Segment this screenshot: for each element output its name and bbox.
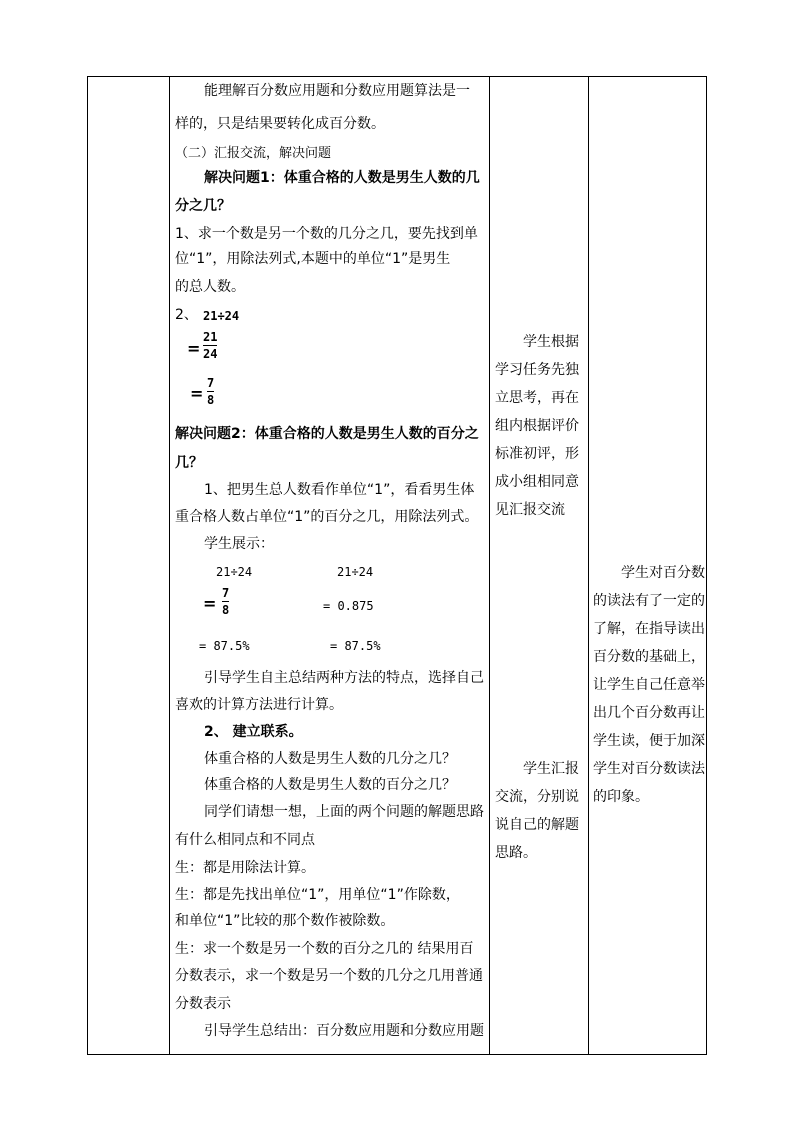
guide-text: 引导学生自主总结两种方法的特点，选择自己 — [204, 670, 484, 686]
method-text: 1、把男生总人数看作单位“1”，看看男生体 — [204, 482, 475, 498]
design-intent: 学生对百分数的读法有了一定的了解，在指导读出百分数的基础上，让学生自己任意举出几个百分数再让学生读，便于加深学生对百分数读法的印象。 — [593, 565, 705, 805]
fraction-bar — [207, 391, 214, 392]
decimal-result: = 0.875 — [323, 599, 374, 613]
fraction-bar — [203, 345, 217, 346]
problem-2-title: 解决问题2：体重合格的人数是男生人数的百分之 — [175, 426, 479, 442]
student-activity-2: 学生汇报交流，分别说说自己的解题思路。 — [495, 761, 579, 861]
link-title: 2、 建立联系。 — [204, 724, 303, 740]
equals-sign: = — [190, 384, 204, 403]
expression-right: 21÷24 — [337, 565, 374, 579]
section-heading: （二）汇报交流，解决问题 — [175, 146, 332, 161]
student-answer: 生：都是先找出单位“1”，用单位“1”作除数， — [175, 887, 460, 903]
student-activity-1: 学生根据学习任务先独立思考，再在组内根据评价标准初评，形成小组相同意见汇报交流 — [495, 334, 579, 518]
column-divider-2 — [489, 77, 490, 1054]
student-answer: 和单位“1”比较的那个数作被除数。 — [175, 913, 395, 929]
fraction-bar — [222, 601, 229, 602]
paragraph-line: 能理解百分数应用题和分数应用题算法是一 — [204, 83, 470, 99]
think-text: 同学们请想一想，上面的两个问题的解题思路 — [204, 804, 484, 820]
numerator: 21 — [203, 330, 218, 344]
student-answer: 分数表示，求一个数是另一个数的几分之几用普通 — [175, 968, 483, 984]
percent-result-left: = 87.5% — [199, 639, 250, 653]
step-number: 2、 — [175, 307, 198, 323]
numerator: 7 — [222, 586, 230, 600]
problem-1-title: 解决问题1：体重合格的人数是男生人数的几 — [204, 170, 480, 186]
think-text: 有什么相同点和不同点 — [175, 832, 315, 848]
student-answer: 分数表示 — [175, 996, 231, 1012]
summary-text: 引导学生总结出：百分数应用题和分数应用题 — [204, 1023, 484, 1039]
expression-left: 21÷24 — [216, 565, 253, 579]
equals-sign: = — [203, 594, 217, 613]
denominator: 8 — [207, 393, 215, 407]
step-text: 的总人数。 — [175, 279, 245, 295]
step-text: 1、求一个数是另一个数的几分之几，要先找到单 — [175, 226, 478, 242]
denominator: 8 — [222, 603, 230, 617]
guide-text: 喜欢的计算方法进行计算。 — [175, 697, 343, 713]
problem-2-title-cont: 几？ — [175, 455, 203, 471]
student-show-label: 学生展示： — [204, 536, 274, 552]
link-question: 体重合格的人数是男生人数的百分之几？ — [204, 777, 456, 793]
expression: 21÷24 — [203, 309, 240, 323]
fraction-21-24 — [203, 330, 217, 361]
column-divider-3 — [588, 77, 589, 1054]
paragraph-line: 样的，只是结果要转化成百分数。 — [175, 116, 385, 132]
column-divider-1 — [169, 77, 170, 1054]
fraction-7-8-left — [222, 586, 229, 617]
student-answer: 生：都是用除法计算。 — [175, 860, 315, 876]
method-text: 重合格人数占单位“1”的百分之几，用除法列式。 — [175, 509, 479, 525]
link-question: 体重合格的人数是男生人数的几分之几？ — [204, 751, 456, 767]
equals-sign: = — [187, 339, 201, 358]
percent-result-right: = 87.5% — [330, 639, 381, 653]
fraction-7-8 — [207, 376, 214, 407]
problem-1-title-cont: 分之几？ — [175, 198, 231, 214]
step-text: 位“1”，用除法列式,本题中的单位“1”是男生 — [175, 251, 451, 267]
numerator: 7 — [207, 376, 215, 390]
student-answer: 生：求一个数是另一个数的百分之几的 结果用百 — [175, 941, 474, 957]
denominator: 24 — [203, 347, 218, 361]
